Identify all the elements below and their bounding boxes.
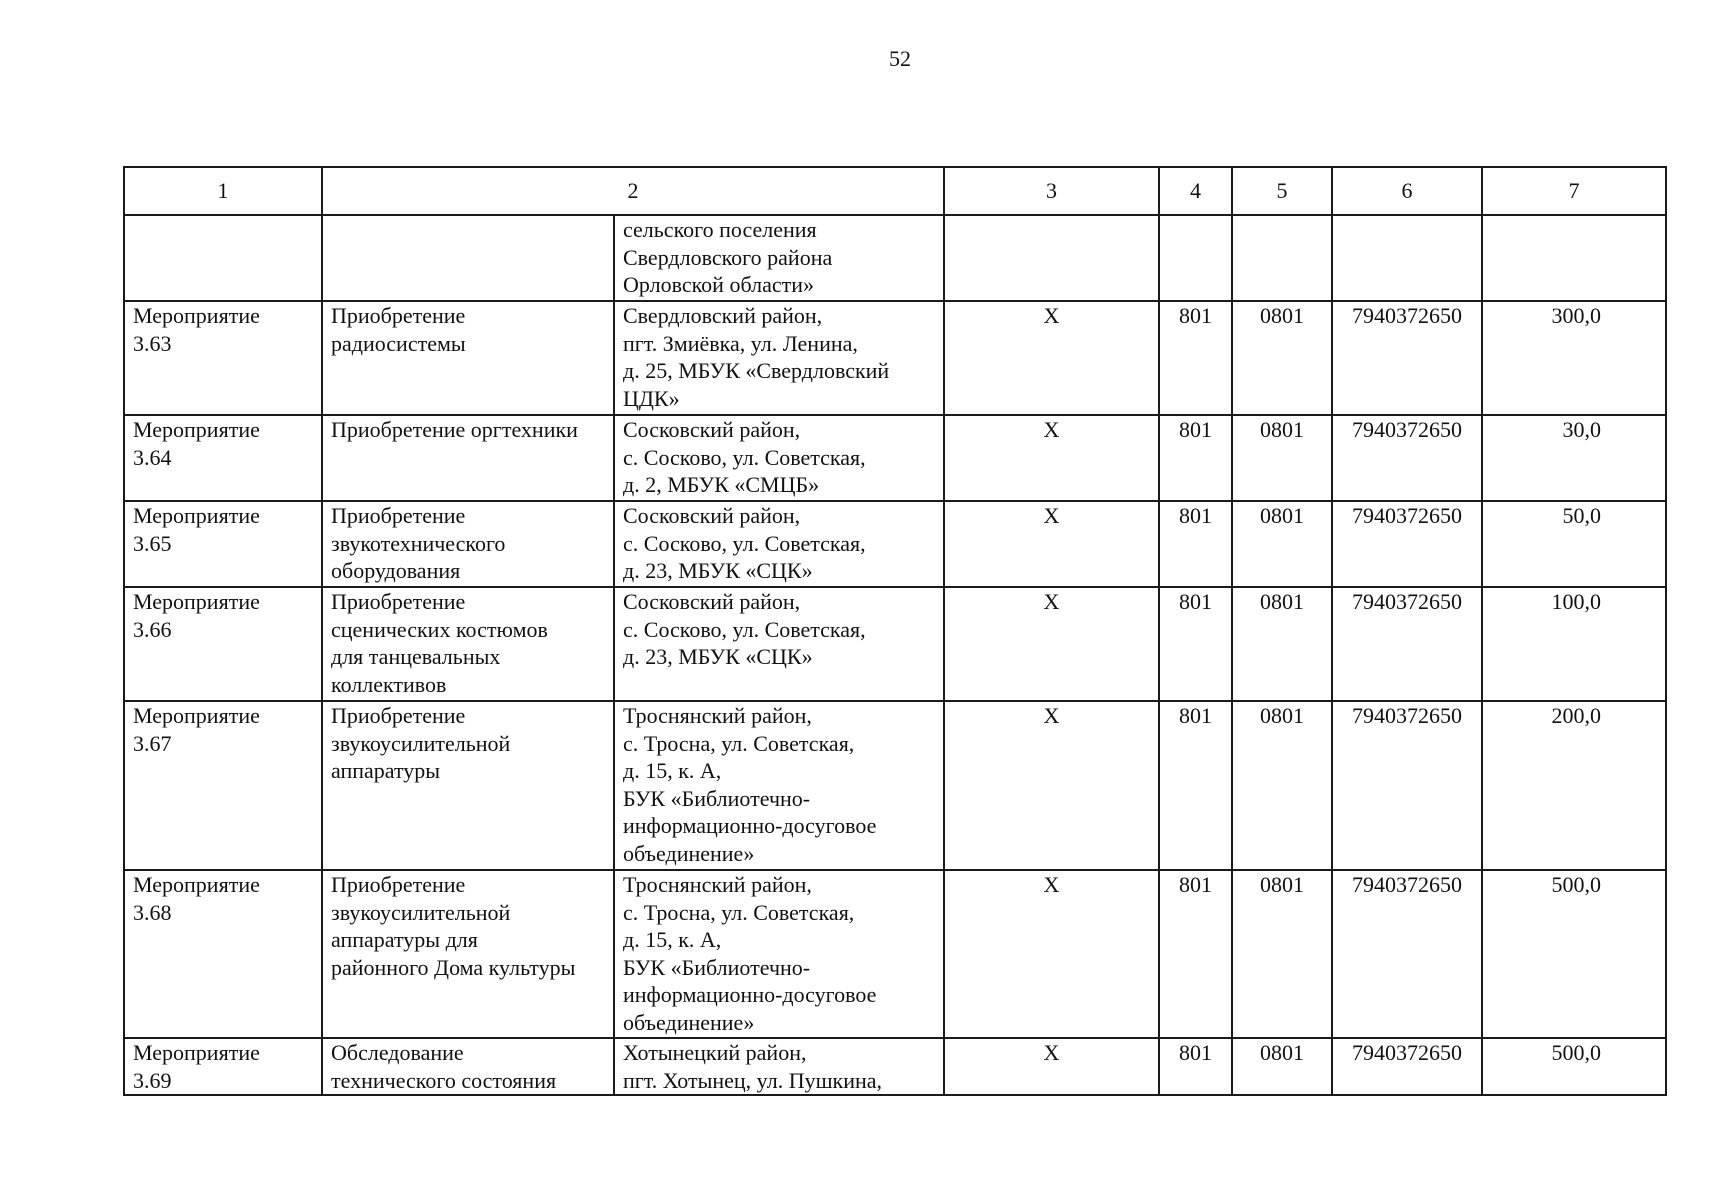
- page-number: 52: [889, 46, 911, 71]
- cell-empty: [1159, 215, 1232, 301]
- cell-amount: 30,0: [1482, 415, 1666, 501]
- budget-table: [123, 166, 1667, 1096]
- cell-empty: [1332, 215, 1482, 301]
- cell-col-6: 7940372650: [1332, 870, 1482, 1038]
- cell-amount: 500,0: [1482, 870, 1666, 1038]
- cell-col-3: Х: [944, 870, 1159, 1038]
- cell-address: Троснянский район, с. Тросна, ул. Советская, д. 15, к. А, БУК «Библиотечно- информационно-досуговое объединение»: [614, 701, 944, 870]
- header-cell-6: 6: [1332, 167, 1482, 215]
- cell-col-6: 7940372650: [1332, 1038, 1482, 1095]
- cell-col-4: 801: [1159, 301, 1232, 415]
- cell-col-3: Х: [944, 415, 1159, 501]
- header-cell-4: 4: [1159, 167, 1232, 215]
- table-header-row: [124, 167, 1666, 215]
- cell-address: Троснянский район, с. Тросна, ул. Советская, д. 15, к. А, БУК «Библиотечно- информационно-досуговое объединение»: [614, 870, 944, 1038]
- cell-address: Сосковский район, с. Сосково, ул. Советская, д. 2, МБУК «СМЦБ»: [614, 415, 944, 501]
- cell-address: Сосковский район, с. Сосково, ул. Советская, д. 23, МБУК «СЦК»: [614, 587, 944, 701]
- cell-col-6: 7940372650: [1332, 415, 1482, 501]
- cell-col-6: 7940372650: [1332, 501, 1482, 587]
- cell-col-5: 0801: [1232, 1038, 1332, 1095]
- cell-amount: 100,0: [1482, 587, 1666, 701]
- cell-col-3: Х: [944, 1038, 1159, 1095]
- header-cell-5: 5: [1232, 167, 1332, 215]
- cell-amount: 50,0: [1482, 501, 1666, 587]
- cell-col-4: 801: [1159, 415, 1232, 501]
- cell-col-4: 801: [1159, 701, 1232, 870]
- cell-empty: [1482, 215, 1666, 301]
- cell-measure-number: Мероприятие 3.68: [124, 870, 322, 1038]
- cell-col-5: 0801: [1232, 415, 1332, 501]
- cell-col-6: 7940372650: [1332, 587, 1482, 701]
- cell-col-6: 7940372650: [1332, 701, 1482, 870]
- cell-col-4: 801: [1159, 870, 1232, 1038]
- cell-address: Сосковский район, с. Сосково, ул. Советская, д. 23, МБУК «СЦК»: [614, 501, 944, 587]
- table-row: [124, 301, 1666, 415]
- cell-col-5: 0801: [1232, 587, 1332, 701]
- cell-empty: [1232, 215, 1332, 301]
- cell-col-3: Х: [944, 501, 1159, 587]
- table-row: [124, 870, 1666, 1038]
- cell-empty: [944, 215, 1159, 301]
- cell-measure-name: Обследование технического состояния: [322, 1038, 614, 1095]
- cell-col-3: Х: [944, 301, 1159, 415]
- cell-col-4: 801: [1159, 1038, 1232, 1095]
- cell-measure-number: Мероприятие 3.65: [124, 501, 322, 587]
- cell-address: сельского поселения Свердловского района Орловской области»: [614, 215, 944, 301]
- cell-measure-name: Приобретение оргтехники: [322, 415, 614, 501]
- cell-amount: 300,0: [1482, 301, 1666, 415]
- cell-col-3: Х: [944, 587, 1159, 701]
- cell-measure-number: Мероприятие 3.69: [124, 1038, 322, 1095]
- cell-measure-name: Приобретение сценических костюмов для танцевальных коллективов: [322, 587, 614, 701]
- table-row: [124, 501, 1666, 587]
- table-row: [124, 1038, 1666, 1095]
- cell-measure-number: Мероприятие 3.67: [124, 701, 322, 870]
- table-row: [124, 587, 1666, 701]
- cell-measure-number: Мероприятие 3.63: [124, 301, 322, 415]
- cell-amount: 500,0: [1482, 1038, 1666, 1095]
- cell-col-5: 0801: [1232, 501, 1332, 587]
- cell-empty: [322, 215, 614, 301]
- cell-col-5: 0801: [1232, 701, 1332, 870]
- cell-col-4: 801: [1159, 587, 1232, 701]
- cell-measure-number: Мероприятие 3.64: [124, 415, 322, 501]
- cell-col-5: 0801: [1232, 301, 1332, 415]
- cell-address: Свердловский район, пгт. Змиёвка, ул. Ленина, д. 25, МБУК «Свердловский ЦДК»: [614, 301, 944, 415]
- table-row: [124, 701, 1666, 870]
- cell-measure-name: Приобретение звукоусилительной аппаратуры для районного Дома культуры: [322, 870, 614, 1038]
- cell-empty: [124, 215, 322, 301]
- cell-col-6: 7940372650: [1332, 301, 1482, 415]
- cell-measure-number: Мероприятие 3.66: [124, 587, 322, 701]
- table-row: [124, 415, 1666, 501]
- cell-col-3: Х: [944, 701, 1159, 870]
- cell-col-4: 801: [1159, 501, 1232, 587]
- header-cell-2: 2: [322, 167, 944, 215]
- header-cell-7: 7: [1482, 167, 1666, 215]
- cell-amount: 200,0: [1482, 701, 1666, 870]
- header-cell-1: 1: [124, 167, 322, 215]
- header-cell-3: 3: [944, 167, 1159, 215]
- table-row-continuation: [124, 215, 1666, 301]
- cell-col-5: 0801: [1232, 870, 1332, 1038]
- cell-address: Хотынецкий район, пгт. Хотынец, ул. Пушкина,: [614, 1038, 944, 1095]
- cell-measure-name: Приобретение звукотехнического оборудования: [322, 501, 614, 587]
- cell-measure-name: Приобретение звукоусилительной аппаратуры: [322, 701, 614, 870]
- cell-measure-name: Приобретение радиосистемы: [322, 301, 614, 415]
